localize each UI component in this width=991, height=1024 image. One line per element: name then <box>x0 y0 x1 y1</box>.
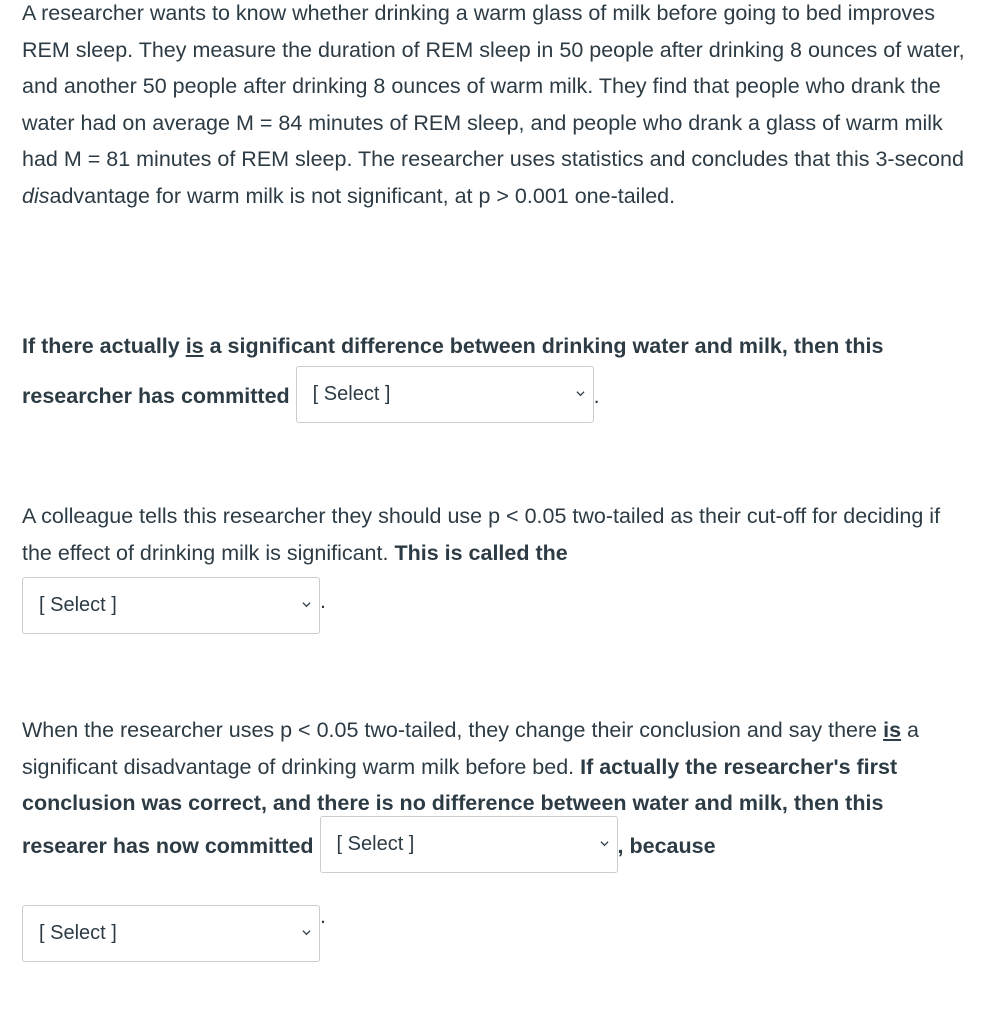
select-error-type-2[interactable] <box>320 816 618 873</box>
q3-after-text: , because <box>617 833 716 858</box>
q3-bold-text: If actually the researcher's first conclusion was correct, and there is no difference between water and milk, then this researer has now committed <box>22 754 898 858</box>
q1-emphasis-is: is <box>185 334 204 358</box>
q3-emphasis-is: is <box>883 718 902 742</box>
select-reason[interactable] <box>22 905 320 962</box>
q2-bold-text: This is called the <box>394 540 568 565</box>
question-intro <box>22 0 972 215</box>
select-1-value: [ Select ] <box>312 382 391 405</box>
q3-text-b: a significant disadvantage of drinking warm milk before bed. <box>22 718 919 779</box>
select-4-value: [ Select ] <box>39 921 117 944</box>
chevron-down-icon <box>576 389 585 398</box>
q2-text-a: A colleague tells this researcher they should use p < 0.05 two-tailed as their cut-off for deciding if the effect of drinking milk is significant. <box>22 504 941 565</box>
chevron-down-icon <box>600 839 609 848</box>
question-part-2 <box>22 498 972 634</box>
q2-period: . <box>320 589 326 614</box>
chevron-down-icon <box>302 600 311 609</box>
select-alpha-term[interactable] <box>22 577 320 634</box>
q1-period: . <box>593 384 600 408</box>
chevron-down-icon <box>302 928 311 937</box>
intro-end-text: advantage for warm milk is not significant, at p > 0.001 one-tailed. <box>49 183 676 208</box>
q3-text-a: When the researcher uses p < 0.05 two-tailed, they change their conclusion and say there <box>22 718 884 742</box>
intro-text: A researcher wants to know whether drinking a warm glass of milk before going to bed improves REM sleep. They measure the duration of REM sleep in 50 people after drinking 8 ounces of water, and another 50 people after drinking 8 ounces of warm milk. They find that people who drank the water had on average M = 84 minutes of REM sleep, and people who drank a glass of warm milk had M = 81 minutes of REM sleep. The researcher uses statistics and concludes that this 3-second <box>22 1 965 172</box>
select-2-value: [ Select ] <box>39 594 117 617</box>
select-error-type-1[interactable] <box>296 366 594 423</box>
q1-text-a: If there actually <box>22 334 186 358</box>
q4-period: . <box>320 903 326 928</box>
question-part-3 <box>22 712 972 962</box>
q1-text-b: a significant difference between drinking water and milk, then this researcher has committed <box>22 334 884 408</box>
intro-italic: dis <box>22 183 50 208</box>
select-3-value: [ Select ] <box>336 832 415 855</box>
question-part-1 <box>22 321 972 423</box>
